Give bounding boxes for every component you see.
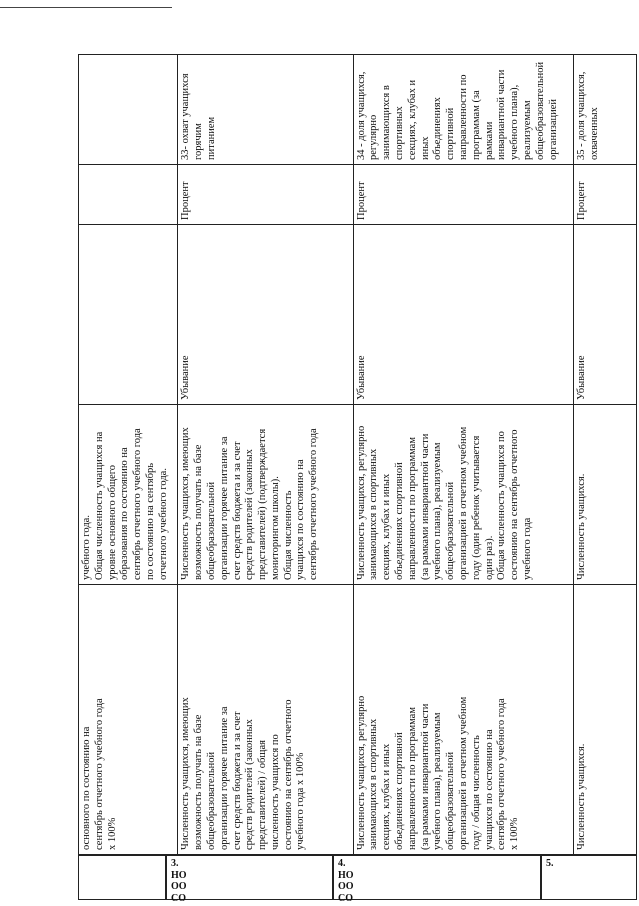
header-rule	[0, 7, 172, 8]
cell-unit	[79, 165, 178, 225]
cell-indicator	[79, 55, 178, 165]
cell-source: учебного года. Общая численность учащихся на уровне основного общего образования по состоянию на сентябрь отчетного учебного года по состоянию на сентябрь отчетного учебного года.	[79, 405, 178, 585]
cell-formula: Численность учащихся, регулярно занимающихся в спортивных секциях, клубах и иных объединениях спортивной направленности по программам (за рамками инвариантной части учебного плана), реализуемым общеобразовательной организацией в отчетном учебном году / общая численность учащихся по состоянию на сентябрь отчетного учебного года х 100%	[353, 585, 573, 855]
num-cell: 4. НО ОО СО	[333, 855, 541, 900]
indicator-table	[78, 54, 637, 855]
table-row	[353, 55, 573, 855]
cell-trend	[79, 225, 178, 405]
num-cell: 3. НО ОО СО	[166, 855, 333, 900]
cell-formula: Численность учащихся, имеющих возможность получать на базе общеобразовательной организации горячее питание за счет средств бюджета и за счет средств родителей (законных представителей) / общая численность учащихся по состоянию на сентябрь отчетного учебного года х 100%	[178, 585, 353, 855]
cell-unit: Процент	[353, 165, 573, 225]
cell-source: Численность учащихся, регулярно занимающихся в спортивных секциях, клубах и иных объединениях спортивной направленности по программам (за рамками инвариантной части учебного плана), реализуемым общеобразовательной организацией в отчетном учебном году (один ребенок учитывается один раз). Общая численность учащихся по состоянию на сентябрь отчетного учебного года	[353, 405, 573, 585]
cell-trend: Убывание	[573, 225, 636, 405]
cell-formula: Численность учащихся.	[573, 585, 636, 855]
table-row	[79, 55, 178, 855]
rotated-page	[78, 55, 637, 855]
cell-indicator: 34 - доля учащихся, регулярно занимающихся в спортивных секциях, клубах и иных объединениях спортивной направленности по программам (за рамками инвариантной части учебного плана), реализуемым общеобразовательной организацией	[353, 55, 573, 165]
cell-unit: Процент	[178, 165, 353, 225]
table-row	[573, 55, 636, 855]
cell-trend: Убывание	[353, 225, 573, 405]
num-cell: 5.	[541, 855, 637, 900]
cell-indicator: 35 - доля учащихся, охваченных	[573, 55, 636, 165]
cell-source: Численность учащихся.	[573, 405, 636, 585]
cell-source: Численность учащихся, имеющих возможность получать на базе общеобразовательной организации горячее питание за счет средств бюджета и за счет средств родителей (законных представителей) (подтверждается мониторингом школы). Общая численность учащихся по состоянию на сентябрь отчетного учебного года	[178, 405, 353, 585]
cell-unit: Процент	[573, 165, 636, 225]
num-cell	[78, 855, 166, 900]
cell-formula: основного по состоянию на сентябрь отчетного учебного года х 100%	[79, 585, 178, 855]
number-strip	[78, 855, 637, 904]
cell-trend: Убывание	[178, 225, 353, 405]
cell-indicator: 33- охват учащихся горячим питанием	[178, 55, 353, 165]
table-row	[178, 55, 353, 855]
